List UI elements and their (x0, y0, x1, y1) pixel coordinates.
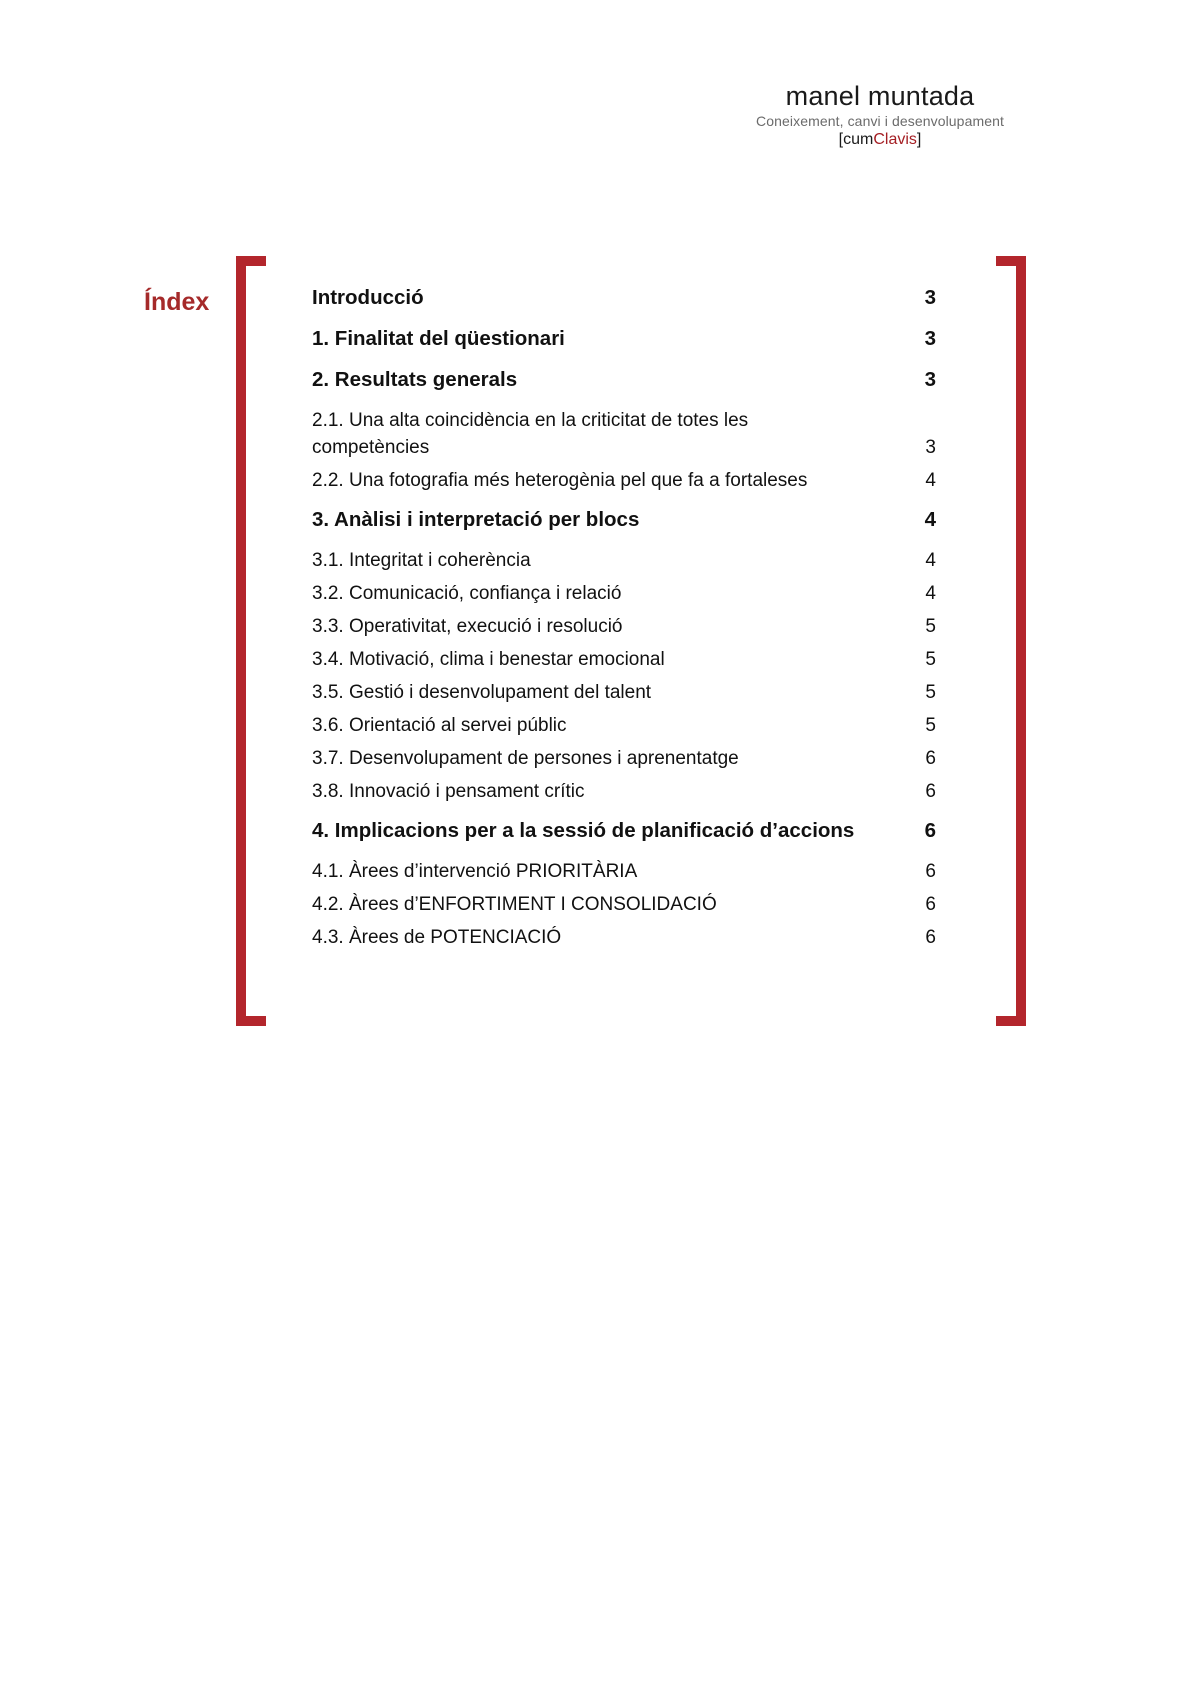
toc-entry-label: 4.3. Àrees de POTENCIACIÓ (312, 927, 562, 948)
toc-entry-label: 4. Implicacions per a la sessió de planificació d’accions (312, 819, 855, 842)
toc-entry-3-6[interactable] (312, 712, 942, 739)
toc-entry-label: 4.1. Àrees d’intervenció PRIORITÀRIA (312, 861, 638, 882)
brand-tag-open: [ (838, 131, 844, 148)
toc-entry-page: 4 (925, 550, 936, 571)
toc-entry-page: 6 (925, 748, 936, 769)
toc-entry-label: 3.6. Orientació al servei públic (312, 715, 567, 736)
brand-name: manel muntada (785, 81, 975, 111)
toc-entry-page: 3 (924, 368, 936, 391)
toc-entry-label: 1. Finalitat del qüestionari (312, 327, 565, 350)
toc-entry-label: 3.8. Innovació i pensament crític (312, 781, 585, 802)
brand-tag-part2: Clavis (873, 131, 917, 148)
brand-tagline: Coneixement, canvi i desenvolupament (756, 113, 1004, 129)
right-bracket-decoration (996, 256, 1026, 1026)
toc-entry-1[interactable] (312, 325, 942, 353)
brand-tag-part1: cum (843, 131, 874, 148)
brand-tag (730, 130, 1030, 150)
toc-entry-page: 6 (925, 927, 936, 948)
toc-entry-label: 2. Resultats generals (312, 368, 518, 391)
toc-entry-3-7[interactable] (312, 745, 942, 772)
toc-entry-page: 4 (925, 470, 936, 491)
brand-tag-close: ] (916, 131, 922, 148)
toc-entry-label: Introducció (312, 286, 424, 309)
toc-entry-page: 6 (924, 819, 936, 842)
toc-entry-introduccio[interactable] (312, 284, 942, 312)
toc-entry-3-8[interactable] (312, 778, 942, 805)
toc-entry-page: 4 (924, 508, 936, 531)
toc-entry-label: 2.1. Una alta coincidència en la criticitat de totes les competències (312, 410, 749, 458)
toc-entry-2-2[interactable] (312, 467, 942, 494)
toc-entry-page: 6 (925, 861, 936, 882)
toc-entry-4-1[interactable] (312, 858, 942, 885)
toc-entry-label: 4.2. Àrees d’ENFORTIMENT I CONSOLIDACIÓ (312, 894, 717, 915)
toc-entry-label: 3.4. Motivació, clima i benestar emocional (312, 649, 665, 670)
index-title: Índex (144, 288, 210, 316)
toc-entry-page: 5 (925, 649, 936, 670)
toc-entry-3-1[interactable] (312, 547, 942, 574)
toc-entry-4[interactable] (312, 817, 942, 845)
toc-entry-label: 3.2. Comunicació, confiança i relació (312, 583, 622, 604)
toc-entry-page: 5 (925, 616, 936, 637)
table-of-contents (312, 284, 942, 957)
toc-entry-label: 2.2. Una fotografia més heterogènia pel que fa a fortaleses (312, 470, 808, 491)
toc-entry-3-3[interactable] (312, 613, 942, 640)
toc-entry-label: 3.1. Integritat i coherència (312, 550, 531, 571)
toc-entry-label: 3.5. Gestió i desenvolupament del talent (312, 682, 652, 703)
toc-entry-page: 4 (925, 583, 936, 604)
toc-entry-page: 5 (925, 682, 936, 703)
toc-entry-2-1[interactable] (312, 407, 942, 461)
toc-entry-label: 3. Anàlisi i interpretació per blocs (312, 508, 640, 531)
toc-entry-label: 3.7. Desenvolupament de persones i aprenentatge (312, 748, 739, 769)
toc-entry-page: 6 (925, 894, 936, 915)
toc-entry-3-4[interactable] (312, 646, 942, 673)
toc-entry-3-5[interactable] (312, 679, 942, 706)
toc-entry-3[interactable] (312, 506, 942, 534)
toc-entry-4-3[interactable] (312, 924, 942, 951)
toc-entry-label: 3.3. Operativitat, execució i resolució (312, 616, 623, 637)
toc-entry-2[interactable] (312, 366, 942, 394)
toc-entry-page: 3 (924, 327, 936, 350)
toc-entry-page: 3 (924, 286, 936, 309)
left-bracket-decoration (236, 256, 266, 1026)
toc-entry-page: 3 (925, 437, 936, 458)
toc-entry-3-2[interactable] (312, 580, 942, 607)
brand-logo (730, 80, 1030, 150)
toc-entry-page: 6 (925, 781, 936, 802)
toc-entry-4-2[interactable] (312, 891, 942, 918)
toc-entry-page: 5 (925, 715, 936, 736)
